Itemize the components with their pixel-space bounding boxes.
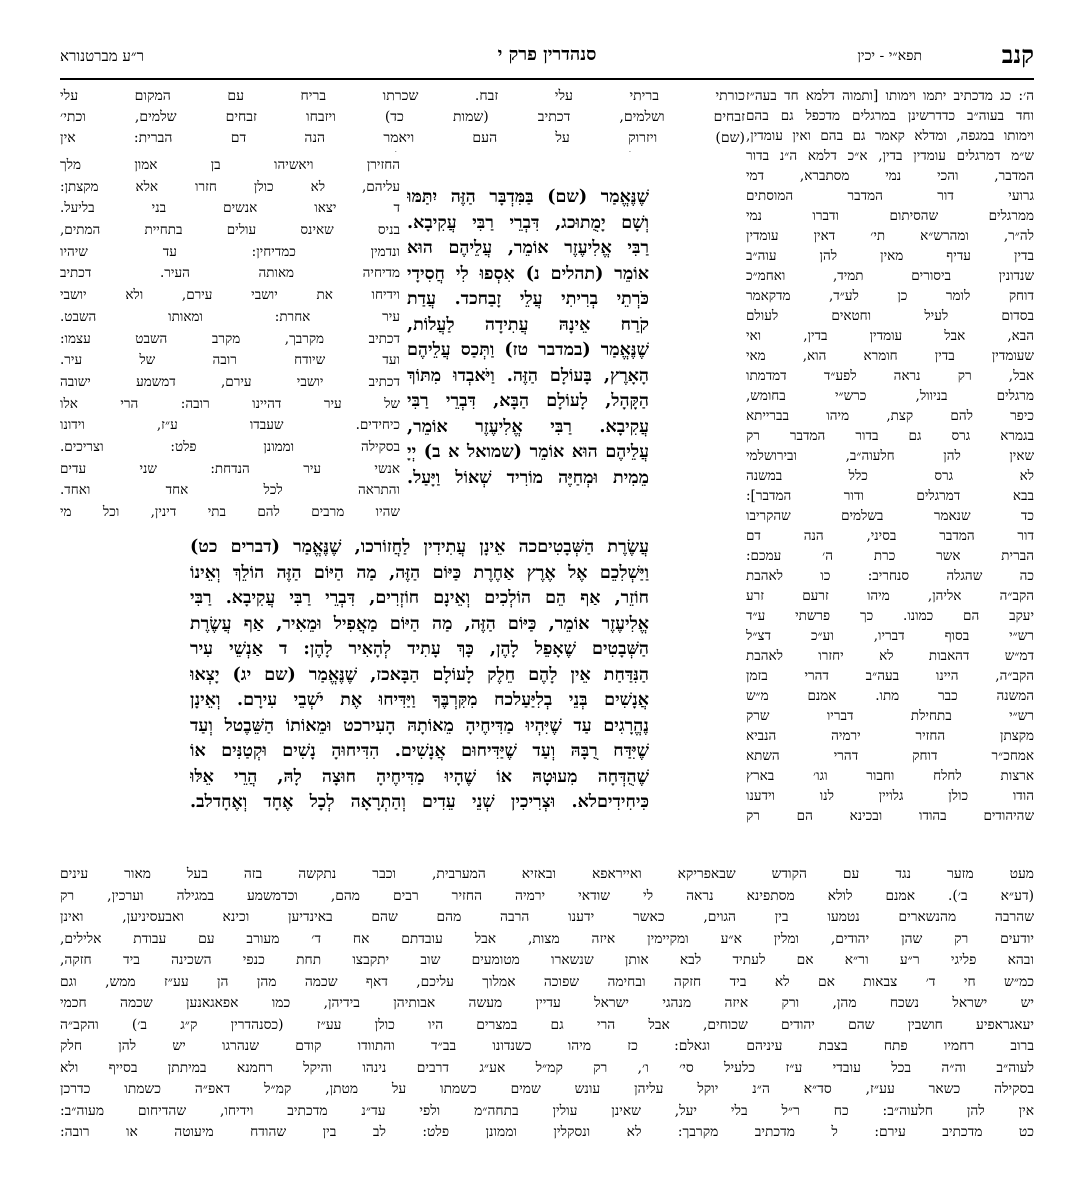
text-line: ברוב רחמיו פתח בצבת עיניהם וגאלם: כז מיהו כשנדונו בב״ד והתוודו קודם שנהרגו יש להן חלק [60, 1038, 1034, 1054]
bottom-commentary [60, 864, 1034, 1169]
text-line: כֹּרְתֵי בְרִיתִי עֲלֵי זָבַחכד. עֲדַת [407, 289, 649, 309]
text-line: גרועי דור המדבר המוסתים [746, 188, 1034, 204]
text-line: הָאָרֶץ, בָּעוֹלָם הַזֶּה. וַיֹּאבְדוּ מִתּוֹךְ [407, 365, 649, 386]
text-line: יעאגראפיע חושבין שהם יהודים שכוחים, אבל הרי גם במצרים היו כולן עע״ז (כסנהדרין ק״ג ב׳) והקב״ה [60, 1016, 1034, 1033]
text-line: שֶׁיִּדַּח רֻבָּהּ וְעַד שֶׁיַּדִּיחוּם אֲנָשִׁים. הִדִּיחוּהָ נָשִׁים וּקְטַנִּים אוֹ [190, 741, 649, 761]
text-line: אין להן חלעוה״ב: כח ר״ל בלי יעל, שאינן עולין בתחה״מ ולפי עד״נ מדכתיב וידיחו, שהדיחום מעוה״ב: [60, 1102, 1034, 1119]
text-line: הַקָּהָל, לָעוֹלָם הַבָּא, דִּבְרֵי רַבִּי [407, 391, 649, 411]
text-line: כט מדכתיב עירם: ל מדכתיב מקרבך: לא ונסקלין וממונן פלט: לב בין שהודח מיעוטה או רובה: [60, 1124, 1034, 1140]
text-line: דור המדבר בסיני, הנה דם [746, 528, 1034, 544]
text-line: וַיַּשְׁלִכֵם אֶל אֶרֶץ אַחֶרֶת כַּיּוֹם הַזֶּה, מַה הַיּוֹם הַזֶּה הוֹלֵךְ וְאֵינוֹ [190, 562, 649, 583]
text-line: וחד בעוה״ב כדדרשינן במרגלים מדכפל גם בהם [746, 108, 1034, 124]
text-line: ועד שיודח רובה של עיר. [60, 352, 400, 369]
text-line: ש״מ דמרגלים עומדין בדין, א״כ דלמא ה״נ בדור [746, 148, 1034, 164]
text-line: לעוה״ב וה״ה בכל עובדי ע״ז כלעיל סי׳ ו׳, רק קמ״ל אע״ג דרבים נינהו והיקל רחמנא במיתתן בסייף ולא [60, 1059, 1034, 1076]
text-line: הַנִּדַּחַת אֵין לָהֶם חֵלֶק לָעוֹלָם הַבָּאכז, שֶׁנֶּאֱמַר (שם יג) יָצְאוּ [190, 664, 649, 685]
text-line: אֱלִיעֶזֶר אוֹמֵר, כַּיּוֹם הַזֶּה, מַה הַיּוֹם מַאֲפִיל וּמֵאִיר, אַף עֲשֶׂרֶת [190, 613, 649, 634]
page-header [60, 38, 1034, 78]
text-line: הקב״ה אליהן, מיהו זרעם זרע [746, 588, 1034, 604]
text-line: עֲשֶׂרֶת הַשְּׁבָטִיםכה אֵינָן עֲתִידִין לַחֲזוֹרכו, שֶׁנֶּאֱמַר (דברים כט) [190, 537, 649, 557]
text-line: וימותו במגפה, ומדלא קאמר גם בהם ואין עומדין, [746, 128, 1034, 144]
text-line: שֶׁנֶּאֱמַר (במדבר טז) וַתְּכַס עֲלֵיהֶם [407, 340, 649, 360]
text-line: הַשְּׁבָטִים שֶׁאָפֵל לָהֶן, כָּךְ עָתִיד לְהָאִיר לָהֶן: ד אַנְשֵׁי עִיר [190, 639, 649, 659]
text-line: יודעים רק שהן יהודים, ומלין א״ע ומקיימין איזה מצות, אבל עובדתם אח ד׳ מעורב עם עבודת אלילים, [60, 930, 1034, 947]
text-line: זבחים ושלמים, דכתיב (שמות כד) ויזבחו זבחים שלמים, וכתי׳ [60, 109, 745, 125]
page-range: תפא״י - יכין [857, 48, 922, 64]
text-line: אֲנָשִׁים בְּנֵי בְלִיַּעַלכח מִקִּרְבֶּךָ וַיַּדִּיחוּ אֶת יֹשְׁבֵי עִירָם. וְאֵינָן [190, 690, 649, 710]
text-line: שעומדין בדין חומרא הוא, מאי [746, 348, 1034, 364]
text-line: הבא, אבל עומדין בדין, ואי [746, 328, 1034, 344]
text-line: בגמרא גרס גם בדור המדבר רק [746, 428, 1034, 444]
text-line: מעט מזער נגד עם הקודש שבאפריקא ואייראפא ובאזיא המערבית, וכבר נתקשה בזה בעל מאור עינים [60, 866, 1034, 882]
text-line: ה׳: כג מדכתיב יתמו וימותו [ותמוה דלמא חד בעה״ז [746, 88, 1034, 104]
text-line: שהרבה מהנשארים נטמעו בין הגוים, כאשר ידענו הרבה מהם שהם באינדיען וכינא ואבעסיניען, ואינן [60, 909, 1034, 925]
text-line: בסקילה כשאר עע״ז, סד״א ה״נ יוקל עליהן עונש שמים כשמתו על מטתן, קמ״ל דאפ״ה כשמתו כדרכן [60, 1081, 1034, 1097]
mishnah-wide-text [190, 535, 649, 860]
text-line: ובהא פליגי ר״ע ור״א אם לעתיד לבא אותן שנשארו מטומעים שוב יתקבצו תחת כנפי השכינה ביד חזקה, [60, 952, 1034, 968]
text-line: עיר אחרת: ומאותו השבט. [60, 308, 400, 325]
text-line: המשנה כבר מתו. אמנם מ״ש [746, 688, 1034, 704]
text-line: בסקילה וממונן פלט: וצריכים. [60, 438, 400, 455]
text-line: בבא דמרגלים ודור המדבר]: [746, 488, 1034, 504]
text-line: רש״י בתחילת דבריו שרק [746, 708, 1034, 724]
text-line: לה״ר, ומהרש״א תי׳ דאין עומדין [746, 228, 1034, 244]
text-line: ד יצאו אנשים בני בליעל. [60, 200, 400, 217]
text-line: עליהם, לא כולן חזרו אלא מקצתן: [60, 178, 400, 195]
text-line: בניס שאינס עולים בתחיית המתים, [60, 222, 400, 239]
text-line: עֲלֵיהֶם הוּא אוֹמֵר (שמואל א ב) יְיָ [407, 442, 649, 462]
text-line: (שם) ויזרוק על העם ויאמר הנה דם הברית: אין [60, 130, 745, 146]
text-line: שהיהודים בהודו ובכינא הם רק [746, 808, 1034, 824]
text-line: דכתיב מקרבך, מקרב השבט עצמו: [60, 330, 400, 347]
text-line: כורתי בריתי עלי זבח. שכרתו בריח עם המקום עלי [60, 88, 745, 104]
text-line: שֶׁנֶּאֱמַר (שם) בַּמִּדְבָּר הַזֶּה יִתַּמּוּ [407, 187, 649, 207]
text-line: כיפר להם קצת, מיהו בברייתא [746, 408, 1034, 424]
top-left-commentary [60, 86, 745, 152]
commentary-author: ר״ע מברטנורא [60, 47, 144, 65]
text-line: הברית אשר כרת ה׳ עמכם: [746, 548, 1034, 564]
text-line: דמ״ש דהאבות לא יחזרו לאהבת [746, 648, 1034, 664]
text-line: בסדום לעיל וחטאים לעולם [746, 308, 1034, 324]
text-line: יעקב הם כמונו. כך פרשתי ע״ד [746, 608, 1034, 624]
text-line: שֶׁהֻדְּחָה מִעוּטָהּ אוֹ שֶׁהָיוּ מַדִּיחֶיהָ חוּצָה לָהּ, הֲרֵי אֵלּוּ [190, 766, 649, 787]
text-line: מקצתן החזיר ירמיה הנביא [746, 728, 1034, 744]
text-line: קֹרַח אֵינָהּ עֲתִידָה לַעֲלוֹת, [407, 314, 649, 335]
text-line: וידיחו את יושבי עירם, ולא יושבי [60, 287, 400, 304]
text-line: ממרגלים שהסיתום ודברו נמי [746, 208, 1034, 224]
text-line: כד שנאמר בשלמים שהקריבו [746, 508, 1034, 524]
text-line: מדיחיה מאותה העיר. דכתיב [60, 265, 400, 282]
header-rule [60, 78, 1034, 80]
text-line: מֵמִית וּמְחַיֶּה מוֹרִיד שְׁאוֹל וַיָּעַל. [407, 467, 649, 488]
text-line: נֶהֱרָגִים עַד שֶׁיִּהְיוּ מַדִּיחֶיהָ מֵאוֹתָהּ הָעִירכט וּמֵאוֹתוֹ הַשֵּׁבֶטל וְעַד [190, 715, 649, 736]
text-line: הודו כולן גלויין לנו וידענו [746, 788, 1034, 804]
chapter-title: סנהדרין פרק י [497, 44, 597, 65]
text-line: לא גרס כלל במשנה [746, 468, 1034, 484]
mishnah-upper-text [407, 185, 649, 543]
text-line: דכתיב יושבי עירם, דמשמע ישובה [60, 373, 400, 390]
text-line: רש״י בסוף דבריו, וע״כ דצ״ל [746, 628, 1034, 644]
text-line: שאין להן חלעוה״ב, ובירושלמי [746, 448, 1034, 464]
text-line: ונדמין כמדיחין: עד שיהיו [60, 243, 400, 260]
text-line: יש ישראל נשכח מהן, ורק איזה מנהגי ישראל עדיין מעשה אבותיהן בידיהן, כמו אפאגאנען שכמה חכמי [60, 995, 1034, 1011]
text-line: (דע״א ב׳). אמנם לולא מסתפינא נראה לי שודאי ירמיה החזיר רבים מהם, וכדמשמע במגילה וערכין, רק [60, 887, 1034, 904]
text-line: כמ״ש חי ד׳ צבאות אם לא ביד חזקה ובחימה שפוכה אמלוך עליכם, דאף שכמה מהן הן עע״ז ממש, וגם [60, 973, 1034, 990]
text-line: דוחק לומר כן לע״ד, מדקאמר [746, 288, 1034, 304]
text-line: של עיר דהיינו רובה: הרי אלו [60, 395, 400, 412]
text-line: בדין עדיף מאין להן עוה״ב [746, 248, 1034, 264]
text-line: אמחכ״ר דוחק דהרי השתא [746, 748, 1034, 764]
text-line: מרגלים בניוול, כרש״י בחומש, [746, 388, 1034, 404]
text-line: אוֹמֵר (תהלים נ) אִסְפוּ לִי חֲסִידָי [407, 263, 649, 284]
right-commentary [746, 86, 1034, 862]
text-line: אבל, רק נראה לפע״ד דמדמתו [746, 368, 1034, 384]
page-number: קנב [1001, 40, 1034, 69]
text-line: עֲקִיבָא. רַבִּי אֱלִיעֶזֶר אוֹמֵר, [407, 416, 649, 437]
inner-left-commentary [60, 155, 400, 543]
text-line: ארצות לחלח וחבור וגו׳ בארץ [746, 768, 1034, 784]
text-line: והתראה לכל אחד ואחד. [60, 482, 400, 499]
text-line: וְשָׁם יָמֻתוּכג, דִּבְרֵי רַבִּי עֲקִיבָא. [407, 212, 649, 233]
text-line: כה שהגלה סנחריב: כו לאהבת [746, 568, 1034, 584]
text-line: החזירן ויאשיהו בן אמון מלך [60, 157, 400, 173]
text-line: הקב״ה, היינו בעה״ב דהרי בזמן [746, 668, 1034, 684]
text-line: חוֹזֵר, אַף הֵם הוֹלְכִים וְאֵינָם חוֹזְרִים, דִּבְרֵי רַבִּי עֲקִיבָא. רַבִּי [190, 588, 649, 608]
text-line: רַבִּי אֱלִיעֶזֶר אוֹמֵר, עֲלֵיהֶם הוּא [407, 238, 649, 258]
text-line: שהיו מרבים להם בתי דינין, וכל מי [60, 504, 400, 520]
text-line [60, 149, 745, 152]
text-line: המדבר, והכי נמי מסתברא, דמי [746, 168, 1034, 184]
text-line: כִּיחִידִיםלא. וּצְרִיכִין שְׁנֵי עֵדִים וְהַתְרָאָה לְכָל אֶחָד וְאֶחָדלב. [190, 792, 649, 812]
text-line: אנשי עיר הנדחת: שני עדים [60, 460, 400, 477]
text-line: כיחידים. שעבדו ע״ז, וידונו [60, 417, 400, 434]
text-line: שנדונין ביסורים תמיד, ואחמ״כ [746, 268, 1034, 284]
